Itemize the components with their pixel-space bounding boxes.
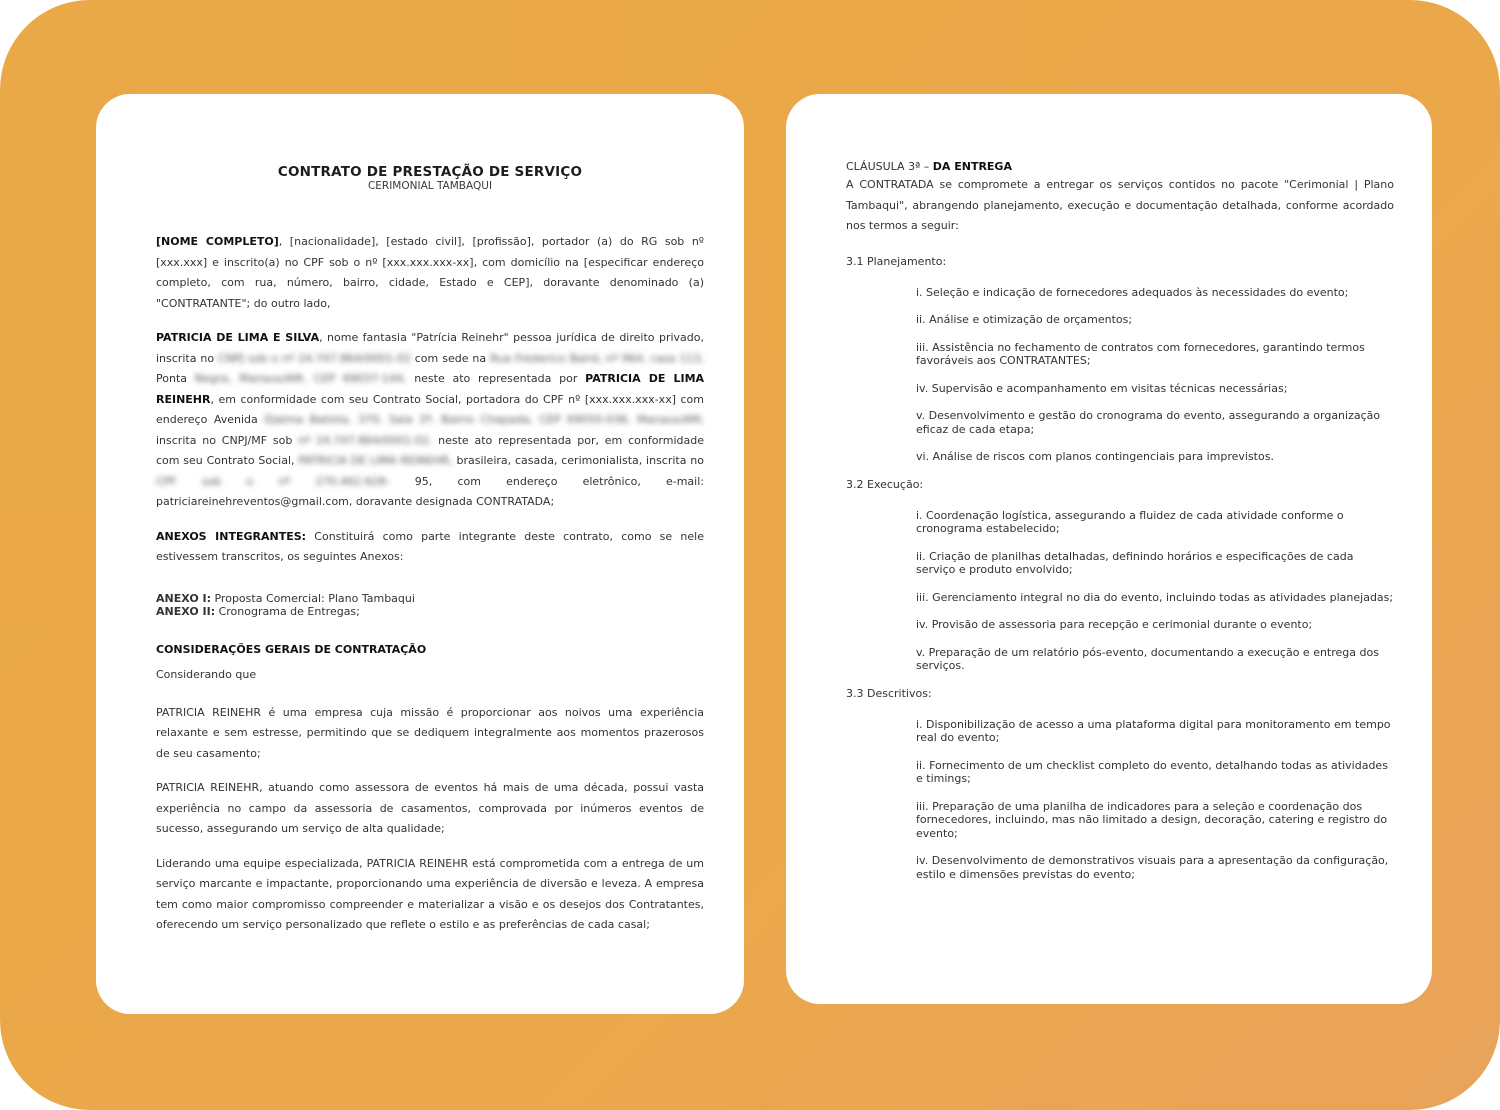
anexo-item-1 <box>156 592 704 606</box>
list-item: iv. Desenvolvimento de demonstrativos visuais para a apresentação da configuração, estilo e dimensões previstas do evento; <box>916 854 1389 881</box>
contratante-paragraph <box>156 232 704 314</box>
section-label-execucao: 3.2 Execução: <box>846 477 924 491</box>
section-label-descritivos: 3.3 Descritivos: <box>846 686 932 700</box>
anexo-1-label: ANEXO I: <box>156 591 211 605</box>
anexo-2-text: Cronograma de Entregas; <box>215 605 360 618</box>
list-item: i. Coordenação logística, assegurando a fluidez de cada atividade conforme o cronograma estabelecido; <box>916 508 1344 535</box>
list-item: iii. Preparação de uma planilha de indicadores para a seleção e coordenação dos fornecedores, incluindo, mas não limitado a design, decoração, catering e registro do evento; <box>916 799 1388 840</box>
list-item: ii. Análise e otimização de orçamentos; <box>916 313 1133 326</box>
considerando-text: Considerando que <box>156 667 257 681</box>
section-descritivos <box>846 687 1394 882</box>
consideration-paragraph-1: PATRICIA REINEHR é uma empresa cuja missão é proporcionar aos noivos uma experiência relaxante e sem estresse, permitindo que se dediquem integralmente aos momentos prazerosos de seu casamento; <box>156 705 704 760</box>
clause-intro: A CONTRATADA se compromete a entregar os serviços contidos no pacote "Cerimonial | Plano Tambaqui", abrangendo planejamento, execução e documentação detalhada, conforme acordado nos termos a seguir: <box>846 178 1394 232</box>
list-item: vi. Análise de riscos com planos contingenciais para imprevistos. <box>916 450 1274 463</box>
document-subtitle: CERIMONIAL TAMBAQUI <box>367 180 493 192</box>
document-page-left <box>96 94 744 1014</box>
clause-title <box>846 160 1394 173</box>
contratada-text-6: inscrita no CNPJ/MF sob <box>156 433 293 447</box>
list-item: iii. Assistência no fechamento de contratos com fornecedores, garantindo termos favoráveis aos CONTRATANTES; <box>916 340 1365 367</box>
considerations-heading: CONSIDERAÇÕES GERAIS DE CONTRATAÇÃO <box>156 642 427 656</box>
redacted-cnpj: CNPJ sob o nº 24.747.864/0001-02 <box>218 351 411 365</box>
document-page-right <box>786 94 1432 1004</box>
list-item: ii. Fornecimento de um checklist completo do evento, detalhando todas as atividades e timings; <box>916 758 1388 785</box>
section-planejamento <box>846 255 1394 464</box>
redacted-cnpj-2: nº 24.747.864/0001-02, <box>298 433 433 447</box>
redacted-cpf: CPF sob o nº 270.462.628- <box>156 474 390 488</box>
list-item: ii. Criação de planilhas detalhadas, definindo horários e especificações de cada serviço e produto envolvido; <box>916 549 1354 576</box>
anexos-label: ANEXOS INTEGRANTES: <box>156 529 307 543</box>
contratada-paragraph <box>156 328 704 513</box>
anexos-paragraph <box>156 527 704 568</box>
contratada-text-7: neste ato representada por, em conformidade com seu Contrato Social, <box>156 433 705 467</box>
contratada-text-2: com sede na <box>414 351 487 365</box>
list-item: iv. Supervisão e acompanhamento em visitas técnicas necessárias; <box>916 381 1288 395</box>
contratada-text-8: brasileira, casada, cerimonialista, inscrita no <box>456 454 704 467</box>
redacted-name: PATRICIA DE LIMA REINEHR, <box>298 454 453 467</box>
section-execucao <box>846 478 1394 673</box>
section-label-planejamento: 3.1 Planejamento: <box>846 254 947 268</box>
list-item: i. Disponibilização de acesso a uma plataforma digital para monitoramento em tempo real do evento; <box>916 717 1391 744</box>
anexo-2-label: ANEXO II: <box>156 605 216 618</box>
list-item: iii. Gerenciamento integral no dia do evento, incluindo todas as atividades planejadas; <box>916 590 1394 604</box>
list-item: i. Seleção e indicação de fornecedores adequados às necessidades do evento; <box>916 285 1349 299</box>
anexos-text: Constituirá como parte integrante deste contrato, como se nele estivessem transcritos, os seguintes Anexos: <box>156 529 704 563</box>
clause-number: CLÁUSULA 3ª – <box>846 160 933 173</box>
list-item: iv. Provisão de assessoria para recepção e cerimonial durante o evento; <box>916 618 1313 631</box>
consideration-paragraph-2: PATRICIA REINEHR, atuando como assessora de eventos há mais de uma década, possui vasta experiência no campo da assessoria de casamentos, comprovada por inúmeros eventos de sucesso, assegurando um serviço de alta qualidade; <box>156 781 704 835</box>
redacted-avenue: Djalma Batista, 370, Sala 2ª, Bairro Chapada, CEP 69050-036, Manaus/AM, <box>264 413 704 426</box>
anexo-1-text: Proposta Comercial: Plano Tambaqui <box>211 591 415 605</box>
contratada-text-1: , nome fantasia "Patrícia Reinehr" pessoa jurídica de direito privado, inscrita no <box>156 331 704 365</box>
clause-name: DA ENTREGA <box>932 160 1012 173</box>
contratada-text-3: Ponta <box>156 372 187 385</box>
anexo-item-2 <box>156 605 704 619</box>
redacted-neighborhood: Negra, Manaus/AM, CEP 69037-144, <box>194 372 407 385</box>
contratada-text-4: neste ato representada por <box>414 372 578 385</box>
contratante-name: [NOME COMPLETO] <box>156 235 279 248</box>
contratada-name: PATRICIA DE LIMA E SILVA <box>156 331 320 344</box>
contratante-text: , [nacionalidade], [estado civil], [profissão], portador (a) do RG sob nº [xxx.xxx] e inscrito(a) no CPF sob o nº [xxx.xxx.xxx-xx], com domicílio na [especificar endereço completo, com rua, número, bairro, cidade, Estado e CEP], doravante denominado (a) "CONTRATANTE"; do outro lado, <box>156 235 704 310</box>
list-item: v. Desenvolvimento e gestão do cronograma do evento, assegurando a organização eficaz de cada etapa; <box>916 409 1381 436</box>
contratada-text-5: , em conformidade com seu Contrato Social, portadora do CPF nº [xxx.xxx.xxx-xx] com endereço Avenida <box>156 392 704 426</box>
document-title: CONTRATO DE PRESTAÇÃO DE SERVIÇO <box>277 164 583 180</box>
contratada-text-9: 95, com endereço eletrônico, e-mail: patriciareinehreventos@gmail.com, doravante designada CONTRATADA; <box>156 474 704 508</box>
redacted-address: Rua Frederico Baird, nº 964, casa 113, <box>490 351 705 365</box>
consideration-paragraph-3: Liderando uma equipe especializada, PATRICIA REINEHR está comprometida com a entrega de um serviço marcante e impactante, proporcionando uma experiência de diversão e leveza. A empresa tem como maior compromisso compreender e materializar a visão e os desejos dos Contratantes, oferecendo um serviço personalizado que reflete o estilo e as preferências de cada casal; <box>156 856 704 931</box>
anexos-list <box>156 592 704 619</box>
list-item: v. Preparação de um relatório pós-evento, documentando a execução e entrega dos serviços. <box>916 645 1379 672</box>
representative-name: PATRICIA DE LIMA REINEHR <box>156 372 705 406</box>
